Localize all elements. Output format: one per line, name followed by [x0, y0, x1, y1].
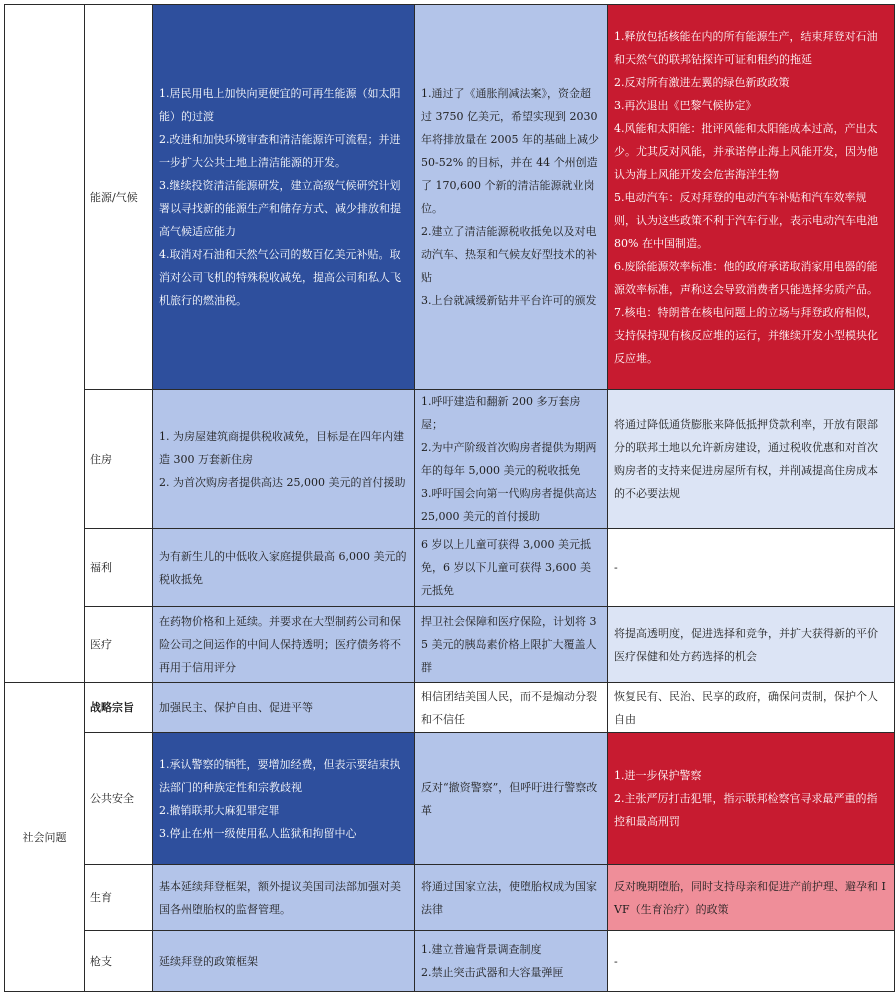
- cell-lines: [159, 425, 408, 494]
- policy-cell: [415, 5, 608, 390]
- policy-cell: [153, 390, 415, 529]
- cell-lines: [421, 533, 601, 602]
- cell-lines: [421, 82, 601, 312]
- cell-line: 反对晚期堕胎，同时支持母亲和促进产前护理、避孕和 IVF（生育治疗）的政策: [614, 879, 886, 916]
- cell-line: 3.上台就减缓新钻井平台许可的颁发: [421, 294, 597, 307]
- table-row: [5, 683, 895, 733]
- cell-lines: [421, 875, 601, 921]
- policy-cell: [415, 733, 608, 865]
- cell-line: 2.建立了清洁能源税收抵免以及对电动汽车、热泵和气候友好型技术的补贴: [421, 225, 597, 284]
- cell-line: 2.反对所有激进左翼的绿色新政政策: [614, 75, 790, 89]
- policy-cell: [608, 733, 895, 865]
- policy-cell: [608, 683, 895, 733]
- cell-lines: [421, 776, 601, 822]
- table-row: [5, 607, 895, 683]
- table-row: [5, 865, 895, 931]
- policy-cell: [608, 931, 895, 992]
- category-cell: 公共安全: [85, 733, 153, 865]
- policy-cell: [153, 733, 415, 865]
- cell-lines: [159, 610, 408, 679]
- policy-cell: [153, 931, 415, 992]
- policy-cell: [153, 529, 415, 607]
- cell-line: 相信团结美国人民，而不是煽动分裂和不信任: [421, 689, 597, 726]
- cell-line: 在药物价格和上延续。并要求在大型制药公司和保险公司之间运作的中间人保持透明；医疗债务将不再用于信用评分: [159, 615, 401, 674]
- cell-line: 7.核电：特朗普在核电问题上的立场与拜登政府相似，支持保持现有核反应堆的运行，并继续开发小型模块化反应堆。: [614, 305, 878, 365]
- table-row: [5, 931, 895, 992]
- cell-lines: [159, 82, 408, 312]
- cell-lines: [159, 950, 408, 973]
- cell-lines: [421, 685, 601, 731]
- cell-line: 3.停止在州一级使用私人监狱和拘留中心: [159, 826, 357, 840]
- cell-line: 4.风能和太阳能：批评风能和太阳能成本过高，产出太少。尤其反对风能，并承诺停止海上风能开发，因为他认为海上风能开发会危害海洋生物: [614, 121, 878, 181]
- cell-lines: [159, 696, 408, 719]
- cell-lines: [421, 938, 601, 984]
- cell-lines: [614, 556, 888, 579]
- cell-line: 2.改进和加快环境审查和清洁能源许可流程；并进一步扩大公共土地上清洁能源的开发。: [159, 133, 401, 169]
- cell-lines: [614, 25, 888, 370]
- cell-lines: [159, 753, 408, 845]
- category-cell: 枪支: [85, 931, 153, 992]
- policy-cell: [153, 683, 415, 733]
- table-row: [5, 5, 895, 390]
- cell-lines: [159, 875, 408, 921]
- policy-cell: [415, 865, 608, 931]
- cell-line: 将通过国家立法，使堕胎权成为国家法律: [421, 879, 597, 916]
- cell-line: 捍卫社会保障和医疗保险，计划将 35 美元的胰岛素价格上限扩大覆盖人群: [421, 615, 597, 674]
- cell-line: 1.建立普遍背景调查制度: [421, 943, 542, 956]
- policy-cell: [415, 607, 608, 683]
- cell-line: 将提高透明度，促进选择和竞争，并扩大获得新的平价医疗保健和处方药选择的机会: [614, 626, 878, 663]
- category-cell: 能源/气候: [85, 5, 153, 390]
- cell-line: 3.继续投资清洁能源研发，建立高级气候研究计划署以寻找新的能源生产和储存方式、减少排放和提高气候适应能力: [159, 179, 401, 238]
- cell-line: 将通过降低通货膨胀来降低抵押贷款利率，开放有限部分的联邦土地以允许新房建设，通过税收优惠和对首次购房者的支持来促进房屋所有权，并削减提高住房成本的不必要法规: [614, 418, 878, 500]
- cell-line: -: [614, 561, 618, 574]
- cell-line: 延续拜登的政策框架: [159, 954, 258, 968]
- cell-line: 加强民主、保护自由、促进平等: [159, 701, 313, 714]
- category-cell: 住房: [85, 390, 153, 529]
- policy-cell: [608, 607, 895, 683]
- policy-cell: [153, 607, 415, 683]
- cell-lines: [614, 413, 888, 505]
- policy-cell: [415, 529, 608, 607]
- cell-line: 1.进一步保护警察: [614, 769, 702, 782]
- cell-line: 1.通过了《通胀削减法案》，资金超过 3750 亿美元，希望实现到 2030 年将排放量在 2005 年的基础上减少 50-52% 的目标，并在 44 个州创造了 170,600 个新的清洁能源就业岗位。: [421, 87, 599, 215]
- cell-lines: [159, 545, 408, 591]
- cell-line: 6.废除能源效率标准：他的政府承诺取消家用电器的能源效率标准，声称这会导致消费者只能选择劣质产品。: [614, 259, 878, 296]
- section-label: 社会问题: [5, 683, 85, 992]
- cell-line: 反对“撤资警察”，但呼吁进行警察改革: [421, 780, 598, 817]
- cell-line: 1.呼吁建造和翻新 200 多万套房屋；: [421, 395, 581, 431]
- policy-comparison-table: [4, 4, 895, 992]
- cell-lines: [614, 685, 888, 731]
- cell-line: 6 岁以上儿童可获得 3,000 美元抵免，6 岁以下儿童可获得 3,600 美元抵免: [421, 538, 591, 597]
- cell-lines: [421, 390, 601, 528]
- cell-line: 5.电动汽车：反对拜登的电动汽车补贴和汽车效率规则，认为这些政策不利于汽车行业，表示电动汽车电池 80% 在中国制造。: [614, 190, 878, 250]
- cell-line: 3.呼吁国会向第一代购房者提供高达 25,000 美元的首付援助: [421, 487, 597, 523]
- cell-line: 1.释放包括核能在内的所有能源生产，结束拜登对石油和天然气的联邦钻探许可证和租约的拖延: [614, 29, 878, 66]
- policy-cell: [608, 529, 895, 607]
- category-cell: 福利: [85, 529, 153, 607]
- section-label: [5, 5, 85, 683]
- cell-line: 1.居民用电上加快向更便宜的可再生能源（如太阳能）的过渡: [159, 87, 401, 123]
- cell-lines: [614, 764, 888, 833]
- cell-line: 基本延续拜登框架，额外提议美国司法部加强对美国各州堕胎权的监督管理。: [159, 879, 401, 916]
- policy-cell: [608, 5, 895, 390]
- cell-line: 4.取消对石油和天然气公司的数百亿美元补贴。取消对公司飞机的特殊税收减免，提高公司和私人飞机旅行的燃油税。: [159, 248, 401, 307]
- cell-line: -: [614, 954, 618, 968]
- table-row: [5, 529, 895, 607]
- cell-line: 为有新生儿的中低收入家庭提供最高 6,000 美元的税收抵免: [159, 549, 407, 586]
- cell-line: 2.主张严厉打击犯罪，指示联邦检察官寻求最严重的指控和最高刑罚: [614, 792, 878, 828]
- cell-line: 2.为中产阶级首次购房者提供为期两年的每年 5,000 美元的税收抵免: [421, 441, 597, 477]
- cell-line: 2. 为首次购房者提供高达 25,000 美元的首付援助: [159, 475, 406, 489]
- cell-line: 1. 为房屋建筑商提供税收减免，目标是在四年内建造 300 万套新住房: [159, 429, 404, 466]
- policy-cell: [153, 865, 415, 931]
- cell-lines: [614, 875, 888, 921]
- policy-cell: [415, 683, 608, 733]
- policy-cell: [415, 390, 608, 529]
- cell-line: 3.再次退出《巴黎气候协定》: [614, 98, 757, 112]
- cell-line: 1.承认警察的牺牲，要增加经费，但表示要结束执法部门的种族定性和宗教歧视: [159, 757, 401, 794]
- category-cell: 医疗: [85, 607, 153, 683]
- cell-lines: [421, 610, 601, 679]
- policy-cell: [153, 5, 415, 390]
- cell-line: 恢复民有、民治、民享的政府，确保问责制，保护个人自由: [614, 689, 878, 726]
- cell-line: 2.禁止突击武器和大容量弹匣: [421, 966, 564, 979]
- policy-cell: [415, 931, 608, 992]
- cell-lines: [614, 950, 888, 973]
- cell-lines: [614, 622, 888, 668]
- table-row: [5, 390, 895, 529]
- policy-cell: [608, 390, 895, 529]
- category-cell: 战略宗旨: [85, 683, 153, 733]
- policy-cell: [608, 865, 895, 931]
- table-row: [5, 733, 895, 865]
- cell-line: 2.撤销联邦大麻犯罪定罪: [159, 803, 280, 817]
- category-cell: 生育: [85, 865, 153, 931]
